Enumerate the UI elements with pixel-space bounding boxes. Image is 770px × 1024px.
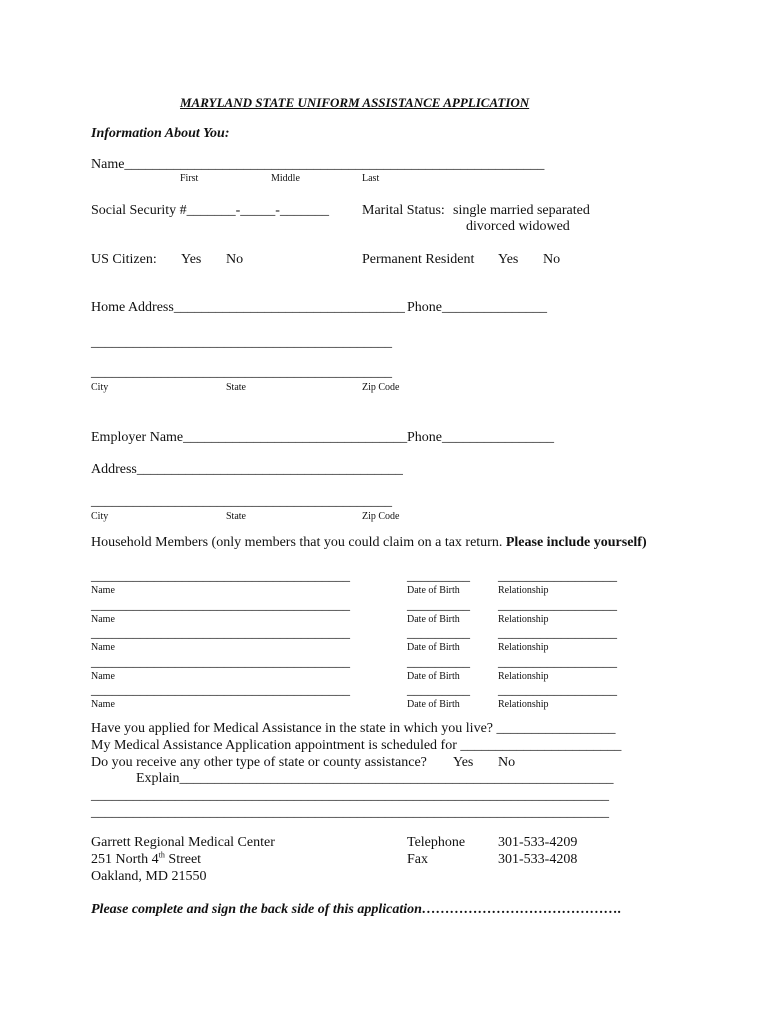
home-zip-label: Zip Code xyxy=(362,382,400,393)
member-relationship-label: Relationship xyxy=(498,614,549,625)
middle-label: Middle xyxy=(271,173,300,184)
member-relationship-label: Relationship xyxy=(498,699,549,710)
member-relationship-field[interactable]: _________________ xyxy=(498,626,617,641)
first-label: First xyxy=(180,173,199,184)
last-label: Last xyxy=(362,173,380,184)
member-relationship-field[interactable]: _________________ xyxy=(498,598,617,613)
member-name-field[interactable]: _____________________________________ xyxy=(91,569,350,584)
permanent-resident-no[interactable]: No xyxy=(543,252,561,267)
explain-line-2[interactable]: __________________________________________________________________________ xyxy=(91,788,609,803)
other-assistance-no[interactable]: No xyxy=(498,755,516,770)
section-heading: Information About You: xyxy=(91,126,230,141)
member-relationship-field[interactable]: _________________ xyxy=(498,569,617,584)
member-relationship-field[interactable]: _________________ xyxy=(498,655,617,670)
member-name-label: Name xyxy=(91,585,115,596)
marital-status-label: Marital Status: xyxy=(362,203,445,218)
permanent-resident-label: Permanent Resident xyxy=(362,252,475,267)
street-number: 251 North 4 xyxy=(91,852,159,867)
marital-options-2[interactable]: divorced widowed xyxy=(466,219,570,234)
member-name-field[interactable]: _____________________________________ xyxy=(91,626,350,641)
employer-address-field[interactable]: Address______________________________________ xyxy=(91,462,403,477)
employer-zip-label: Zip Code xyxy=(362,511,400,522)
explain-line-3[interactable]: __________________________________________________________________________ xyxy=(91,805,609,820)
member-dob-label: Date of Birth xyxy=(407,671,460,682)
employer-address-line-2[interactable]: ___________________________________________ xyxy=(91,494,392,509)
employer-state-label: State xyxy=(226,511,246,522)
ssn-field[interactable]: Social Security #_______-_____-_______ xyxy=(91,203,329,218)
member-dob-label: Date of Birth xyxy=(407,699,460,710)
member-relationship-label: Relationship xyxy=(498,642,549,653)
home-address-line-3[interactable]: ___________________________________________ xyxy=(91,365,392,380)
member-dob-label: Date of Birth xyxy=(407,642,460,653)
street-name: Street xyxy=(164,852,202,867)
member-dob-field[interactable]: _________ xyxy=(407,655,470,670)
question-appointment[interactable]: My Medical Assistance Application appointment is scheduled for _______________________ xyxy=(91,738,622,753)
name-field[interactable]: Name____________________________________________________________ xyxy=(91,157,545,172)
closing-instruction: Please complete and sign the back side of this application……………………………………. xyxy=(91,902,622,917)
member-relationship-label: Relationship xyxy=(498,585,549,596)
marital-options-1[interactable]: single married separated xyxy=(453,203,590,218)
form-title: MARYLAND STATE UNIFORM ASSISTANCE APPLICATION xyxy=(180,95,530,110)
home-city-label: City xyxy=(91,382,109,393)
member-name-field[interactable]: _____________________________________ xyxy=(91,598,350,613)
question-applied-ma[interactable]: Have you applied for Medical Assistance in the state in which you live? _________________ xyxy=(91,721,616,736)
street-suffix: th xyxy=(158,850,165,860)
member-dob-label: Date of Birth xyxy=(407,585,460,596)
member-name-label: Name xyxy=(91,642,115,653)
telephone-number: 301-533-4209 xyxy=(498,835,578,850)
home-address-line-2[interactable]: ___________________________________________ xyxy=(91,335,392,350)
us-citizen-no[interactable]: No xyxy=(226,252,244,267)
employer-city-label: City xyxy=(91,511,109,522)
other-assistance-yes[interactable]: Yes xyxy=(453,755,474,770)
fax-number: 301-533-4208 xyxy=(498,852,578,867)
member-relationship-field[interactable]: _________________ xyxy=(498,683,617,698)
member-name-field[interactable]: _____________________________________ xyxy=(91,655,350,670)
member-name-label: Name xyxy=(91,614,115,625)
us-citizen-label: US Citizen: xyxy=(91,252,157,267)
member-name-label: Name xyxy=(91,699,115,710)
home-phone-field[interactable]: Phone_______________ xyxy=(407,300,547,315)
member-name-label: Name xyxy=(91,671,115,682)
org-city: Oakland, MD 21550 xyxy=(91,869,207,884)
household-intro-text: Household Members (only members that you could claim on a tax return. xyxy=(91,535,506,550)
household-intro xyxy=(91,536,647,550)
permanent-resident-yes[interactable]: Yes xyxy=(498,252,519,267)
employer-phone-field[interactable]: Phone________________ xyxy=(407,430,554,445)
member-dob-field[interactable]: _________ xyxy=(407,569,470,584)
member-relationship-label: Relationship xyxy=(498,671,549,682)
question-other-assistance: Do you receive any other type of state or county assistance? xyxy=(91,755,427,770)
member-dob-field[interactable]: _________ xyxy=(407,626,470,641)
explain-field[interactable]: Explain______________________________________________________________ xyxy=(136,771,614,786)
employer-name-field[interactable]: Employer Name________________________________ xyxy=(91,430,408,445)
org-street xyxy=(91,850,202,867)
org-name: Garrett Regional Medical Center xyxy=(91,835,275,850)
household-intro-bold: Please include yourself) xyxy=(505,535,647,550)
member-dob-field[interactable]: _________ xyxy=(407,683,470,698)
telephone-label: Telephone xyxy=(407,835,466,850)
us-citizen-yes[interactable]: Yes xyxy=(181,252,202,267)
member-dob-field[interactable]: _________ xyxy=(407,598,470,613)
fax-label: Fax xyxy=(407,852,428,867)
home-address-field[interactable]: Home Address_________________________________ xyxy=(91,300,405,315)
member-name-field[interactable]: _____________________________________ xyxy=(91,683,350,698)
home-state-label: State xyxy=(226,382,246,393)
member-dob-label: Date of Birth xyxy=(407,614,460,625)
